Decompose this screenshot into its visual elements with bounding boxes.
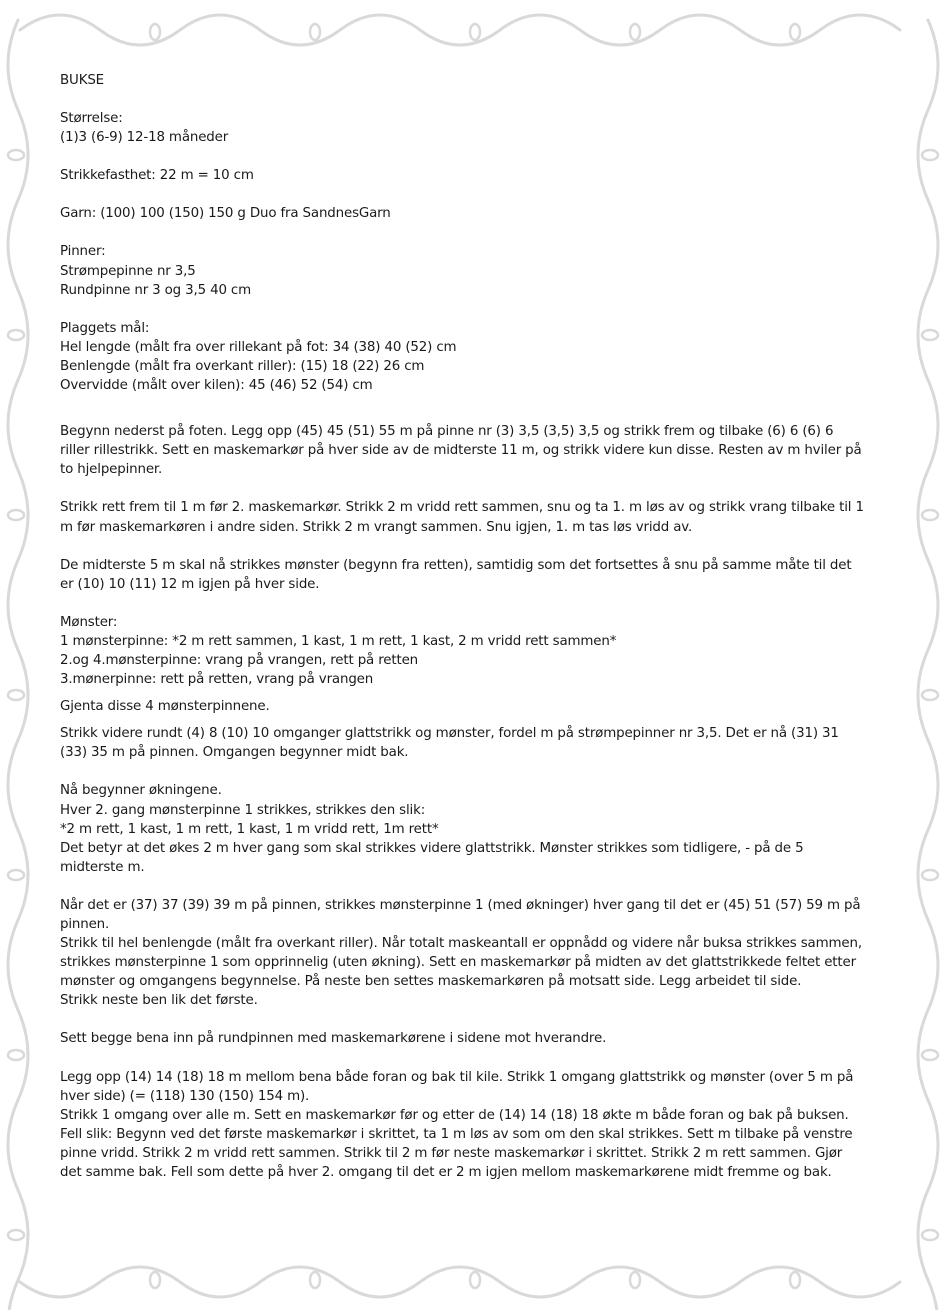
pattern-label: Mønster: bbox=[60, 614, 118, 630]
instruction-paragraph bbox=[60, 498, 866, 536]
repeat-text: Gjenta disse 4 mønsterpinnene. bbox=[60, 699, 270, 715]
instruction-text: Legg opp (14) 14 (18) 18 m mellom bena både foran og bak til kile. Strikk 1 omgang glattstrikk og mønster (over 5 m på hver side) (= (118) 130 (150) 154 m). bbox=[60, 1069, 854, 1104]
title-block bbox=[60, 71, 866, 90]
instruction-text: Fell slik: Begynn ved det første maskemarkør i skrittet, ta 1 m løs av som om den skal strikkes. Sett m tilbake på venstre pinne vridd. Strikk 2 m vridd rett sammen. Strikk til 2 m før neste maskemarkør i skrittet. Strikk 2 m rett sammen. Gjør det samme bak. Fell som dette på hver 2. omgang til det er 2 m igjen mellom maskemarkørene midt fremme og bak. bbox=[60, 1126, 853, 1181]
instruction-paragraph bbox=[60, 1068, 866, 1183]
measurement-item: Benlengde (målt fra overkant riller): (15) 18 (22) 26 cm bbox=[60, 358, 425, 374]
increase-line: Nå begynner økningene. bbox=[60, 783, 222, 799]
instruction-paragraph bbox=[60, 1029, 866, 1048]
instruction-paragraph bbox=[60, 556, 866, 594]
size-value: (1)3 (6-9) 12-18 måneder bbox=[60, 130, 229, 146]
repeat-block bbox=[60, 697, 866, 716]
needle-item: Strømpepinne nr 3,5 bbox=[60, 263, 196, 279]
pattern-row: 1 mønsterpinne: *2 m rett sammen, 1 kast, 1 m rett, 1 kast, 2 m vridd rett sammen* bbox=[60, 633, 617, 649]
instruction-paragraph bbox=[60, 422, 866, 479]
needles-label: Pinner: bbox=[60, 244, 106, 260]
yarn-text: Garn: (100) 100 (150) 150 g Duo fra SandnesGarn bbox=[60, 206, 391, 222]
instruction-text: Sett begge bena inn på rundpinnen med maskemarkørene i sidene mot hverandre. bbox=[60, 1031, 607, 1047]
size-label: Størrelse: bbox=[60, 111, 123, 127]
instruction-text: Når det er (37) 37 (39) 39 m på pinnen, strikkes mønsterpinne 1 (med økninger) hver gang til det er (45) 51 (57) 59 m på pinnen. bbox=[60, 897, 861, 932]
pattern-row: 2.og 4.mønsterpinne: vrang på vrangen, rett på retten bbox=[60, 652, 418, 668]
measurements-block bbox=[60, 319, 866, 395]
measurement-item: Overvidde (målt over kilen): 45 (46) 52 (54) cm bbox=[60, 378, 373, 394]
pattern-block bbox=[60, 613, 866, 689]
gauge-block bbox=[60, 166, 866, 185]
instruction-text: Begynn nederst på foten. Legg opp (45) 45 (51) 55 m på pinne nr (3) 3,5 (3,5) 3,5 og strikk frem og tilbake (6) 6 (6) 6 riller rillestrikk. Sett en maskemarkør på hver side av de midterste 11 m, og strikk videre kun disse. Resten av m hviler på to hjelpepinner. bbox=[60, 424, 862, 478]
pattern-document bbox=[60, 71, 866, 1201]
instruction-paragraph bbox=[60, 724, 866, 762]
pattern-row: 3.mønerpinne: rett på retten, vrang på vrangen bbox=[60, 672, 374, 688]
page-title: BUKSE bbox=[60, 73, 104, 88]
increase-line: Hver 2. gang mønsterpinne 1 strikkes, strikkes den slik: bbox=[60, 802, 426, 818]
instruction-text: Det betyr at det økes 2 m hver gang som skal strikkes videre glattstrikk. Mønster strikkes som tidligere, - på de 5 midterste m. bbox=[60, 840, 804, 875]
instruction-text: Strikk til hel benlengde (målt fra overkant riller). Når totalt maskeantall er oppnådd og videre når buksa strikkes sammen, strikkes mønsterpinne 1 som opprinnelig (uten økning). Sett en maskemarkør på midten av det glattstrikkede feltet etter mønster og omgangens begynnelse. På neste ben settes maskemarkøren på motsatt side. Legg arbeidet til side. bbox=[60, 936, 862, 990]
needles-block bbox=[60, 242, 866, 299]
measurement-item: Hel lengde (målt fra over rillekant på fot: 34 (38) 40 (52) cm bbox=[60, 339, 457, 355]
instruction-text: Strikk videre rundt (4) 8 (10) 10 omganger glattstrikk og mønster, fordel m på strømpepinner nr 3,5. Det er nå (31) 31 (33) 35 m på pinnen. Omgangen begynner midt bak. bbox=[60, 726, 839, 761]
measurements-label: Plaggets mål: bbox=[60, 320, 150, 336]
instruction-text: Strikk rett frem til 1 m før 2. maskemarkør. Strikk 2 m vridd rett sammen, snu og ta 1. m løs av og strikk vrang tilbake til 1 m før maskemarkøren i andre siden. Strikk 2 m vrangt sammen. Snu igjen, 1. m tas løs vridd av. bbox=[60, 500, 864, 535]
needle-item: Rundpinne nr 3 og 3,5 40 cm bbox=[60, 282, 252, 298]
increase-block bbox=[60, 781, 866, 876]
instruction-paragraph bbox=[60, 896, 866, 1011]
gauge-text: Strikkefasthet: 22 m = 10 cm bbox=[60, 168, 254, 184]
increase-line: *2 m rett, 1 kast, 1 m rett, 1 kast, 1 m vridd rett, 1m rett* bbox=[60, 821, 439, 837]
instruction-text: Strikk 1 omgang over alle m. Sett en maskemarkør før og etter de (14) 14 (18) 18 økte m både foran og bak på buksen. bbox=[60, 1107, 849, 1123]
instruction-text: Strikk neste ben lik det første. bbox=[60, 993, 258, 1009]
instruction-text: De midterste 5 m skal nå strikkes mønster (begynn fra retten), samtidig som det fortsettes å snu på samme måte til det er (10) 10 (11) 12 m igjen på hver side. bbox=[60, 557, 852, 592]
yarn-block bbox=[60, 204, 866, 223]
size-block bbox=[60, 109, 866, 147]
